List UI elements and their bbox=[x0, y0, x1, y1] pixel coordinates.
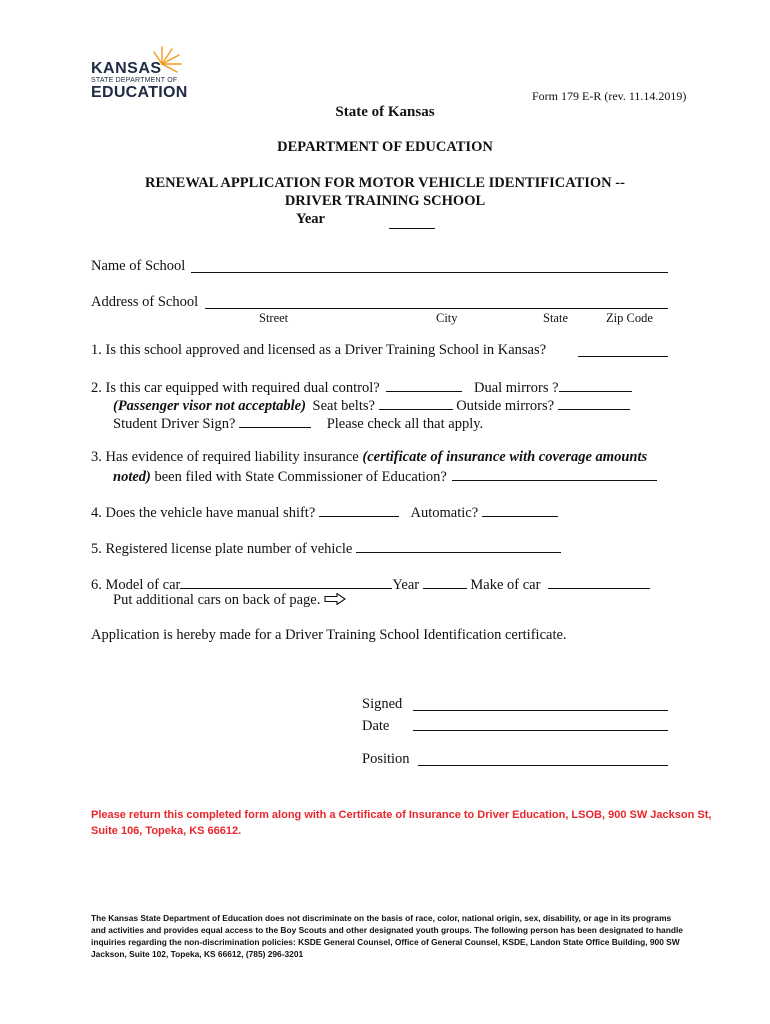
q2-student-sign-field[interactable] bbox=[239, 413, 311, 428]
ksde-logo bbox=[88, 44, 188, 102]
q6-year-label: Year bbox=[392, 577, 420, 593]
date-field[interactable] bbox=[413, 716, 668, 736]
q3-text-a: 3. Has evidence of required liability insurance bbox=[91, 449, 359, 465]
position-label: Position bbox=[362, 751, 410, 767]
arrow-right-icon bbox=[324, 593, 346, 605]
signed-field[interactable] bbox=[413, 696, 668, 716]
q3-text-b: been filed with State Commissioner of Education? bbox=[154, 469, 447, 485]
logo-line-education: EDUCATION bbox=[91, 84, 188, 101]
q6-make-label: Make of car bbox=[470, 577, 541, 593]
school-name-label: Name of School bbox=[91, 258, 186, 274]
return-notice-line1: Please return this completed form along with a Certificate of Insurance to Driver Education, LSOB, 900 SW Jackson St, bbox=[91, 809, 712, 821]
form-title-line2: DRIVER TRAINING SCHOOL bbox=[284, 193, 486, 209]
date-label: Date bbox=[362, 718, 390, 734]
q1-answer-field[interactable] bbox=[578, 342, 668, 362]
header-state: State of Kansas bbox=[335, 104, 435, 120]
q2-dual-mirrors-field[interactable] bbox=[559, 377, 632, 392]
q2-check-note: Please check all that apply. bbox=[326, 416, 484, 432]
q4-automatic-label: Automatic? bbox=[410, 505, 479, 521]
q3-noted: noted) bbox=[113, 469, 151, 485]
q3-certificate-note: (certificate of insurance with coverage amounts bbox=[362, 449, 648, 465]
question-6-line1 bbox=[91, 574, 650, 594]
question-2-line1 bbox=[91, 377, 632, 397]
logo-line-state-dept: STATE DEPARTMENT OF bbox=[91, 77, 178, 84]
question-3-line2 bbox=[113, 466, 657, 486]
q6-year-field[interactable] bbox=[423, 574, 467, 589]
position-field[interactable] bbox=[418, 751, 668, 771]
q2-seat-belts-label: Seat belts? bbox=[312, 398, 375, 414]
question-6-line2 bbox=[113, 592, 346, 609]
q4-automatic-field[interactable] bbox=[482, 502, 558, 517]
school-address-label: Address of School bbox=[91, 294, 199, 310]
question-2-line3 bbox=[113, 413, 483, 433]
question-1: 1. Is this school approved and licensed as a Driver Training School in Kansas? bbox=[91, 342, 547, 358]
q4-manual-field[interactable] bbox=[319, 502, 399, 517]
q2-dual-mirrors-label: Dual mirrors ? bbox=[473, 380, 559, 396]
question-4 bbox=[91, 502, 558, 522]
q2-outside-mirrors-field[interactable] bbox=[558, 395, 630, 410]
q6-additional-note: Put additional cars on back of page. bbox=[113, 592, 321, 608]
question-5 bbox=[91, 538, 561, 558]
q2-seat-belts-field[interactable] bbox=[379, 395, 453, 410]
form-number: Form 179 E-R (rev. 11.14.2019) bbox=[532, 89, 687, 103]
question-3-line1 bbox=[91, 449, 647, 466]
logo-line-kansas: KANSAS bbox=[91, 60, 162, 77]
year-label: Year bbox=[296, 211, 325, 227]
address-zip-caption: Zip Code bbox=[606, 311, 653, 325]
form-title-line1: RENEWAL APPLICATION FOR MOTOR VEHICLE IDENTIFICATION -- bbox=[145, 175, 625, 191]
q2-visor-note: (Passenger visor not acceptable) bbox=[113, 398, 306, 414]
address-street-caption: Street bbox=[259, 311, 289, 325]
q5-plate-field[interactable] bbox=[356, 538, 561, 553]
q2-dual-control-field[interactable] bbox=[386, 377, 462, 392]
nondiscrimination-line3: inquiries regarding the non-discrimination policies: KSDE General Counsel, Office of General Counsel, KSDE, Landon State Office Building, 900 SW bbox=[91, 937, 680, 947]
q6-make-field[interactable] bbox=[548, 574, 650, 589]
nondiscrimination-line2: and activities and provides equal access to the Boy Scouts and other designated youth groups. The following person has been designated to handle bbox=[91, 925, 683, 935]
header-department: DEPARTMENT OF EDUCATION bbox=[277, 139, 493, 155]
nondiscrimination-line4: Jackson, Suite 102, Topeka, KS 66612, (785) 296-3201 bbox=[91, 949, 304, 959]
return-notice-line2: Suite 106, Topeka, KS 66612. bbox=[91, 825, 242, 837]
address-city-caption: City bbox=[436, 311, 458, 325]
q5-label: 5. Registered license plate number of vehicle bbox=[91, 541, 353, 557]
nondiscrimination-line1: The Kansas State Department of Education does not discriminate on the basis of race, color, national origin, sex, disability, or age in its programs bbox=[91, 913, 672, 923]
q4-manual-label: 4. Does the vehicle have manual shift? bbox=[91, 505, 316, 521]
year-field[interactable] bbox=[389, 214, 435, 234]
application-statement: Application is hereby made for a Driver Training School Identification certificate. bbox=[91, 627, 567, 643]
q2-dual-control-label: 2. Is this car equipped with required dual control? bbox=[91, 380, 380, 396]
q6-model-label: 6. Model of car bbox=[91, 577, 181, 593]
question-2-line2 bbox=[113, 395, 630, 415]
address-state-caption: State bbox=[543, 311, 568, 325]
q2-student-sign-label: Student Driver Sign? bbox=[113, 416, 236, 432]
school-name-field[interactable] bbox=[191, 258, 668, 278]
q3-answer-field[interactable] bbox=[452, 466, 657, 481]
signed-label: Signed bbox=[362, 696, 403, 712]
q6-model-field[interactable] bbox=[180, 574, 392, 589]
q2-outside-mirrors-label: Outside mirrors? bbox=[456, 398, 555, 414]
